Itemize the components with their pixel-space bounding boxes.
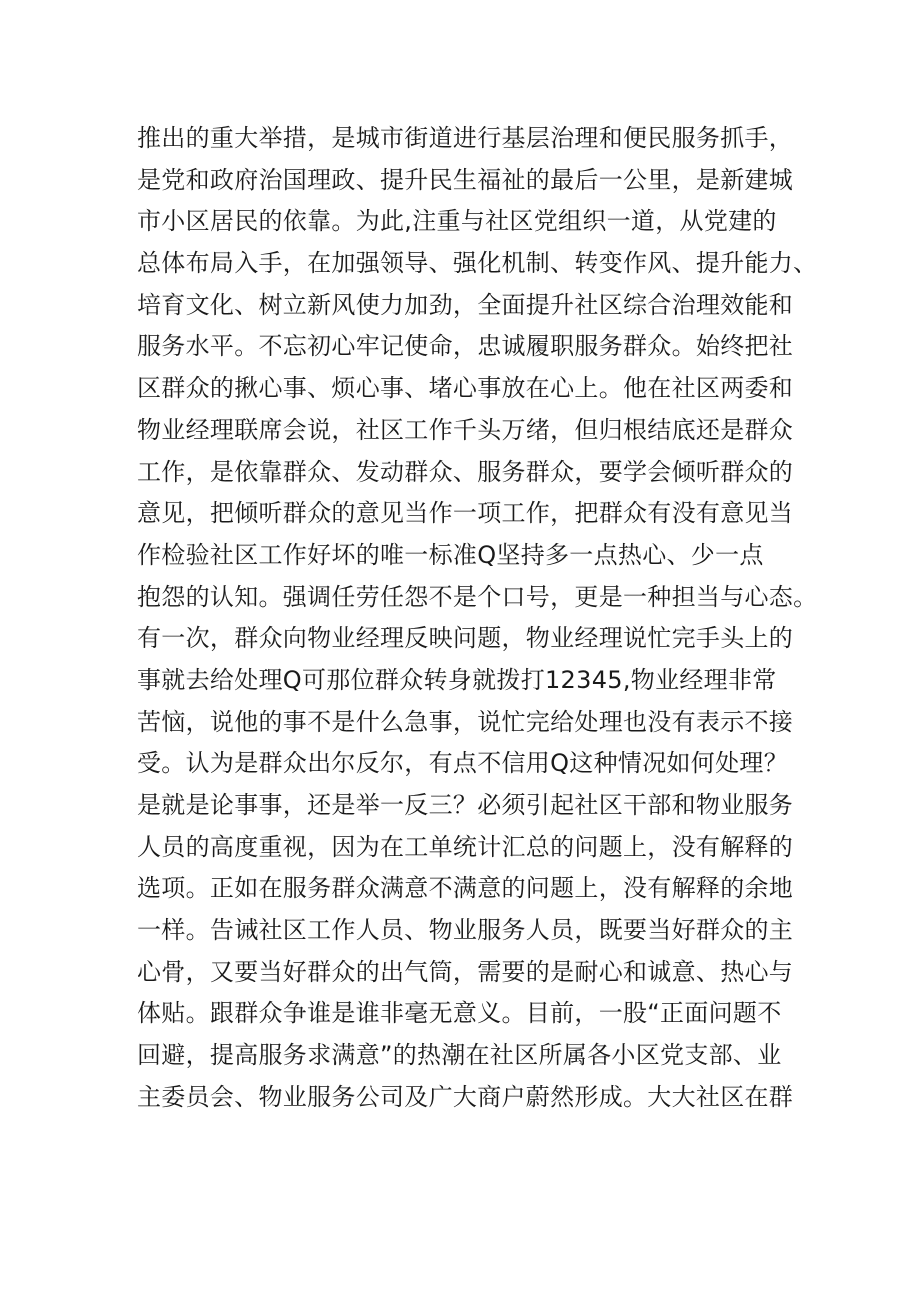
text-line: 意见，把倾听群众的意见当作一项工作，把群众有没有意见当 [137,499,794,528]
text-line: 选项。正如在服务群众满意不满意的问题上，没有解释的余地 [137,874,794,903]
text-line: 区群众的揪心事、烦心事、堵心事放在心上。他在社区两委和 [137,374,794,403]
text-line: 抱怨的认知。强调任劳任怨不是个口号，更是一种担当与心态。 [137,582,818,611]
text-line: 工作，是依靠群众、发动群众、服务群众，要学会倾听群众的 [137,457,794,486]
text-line: 事就去给处理Q可那位群众转身就拨打12345,物业经理非常 [137,665,777,694]
text-line: 心骨，又要当好群众的出气筒，需要的是耐心和诚意、热心与 [137,957,794,986]
text-line: 物业经理联席会说，社区工作千头万绪，但归根结底还是群众 [137,415,794,444]
text-line: 是党和政府治国理政、提升民生福祉的最后一公里，是新建城 [137,165,794,194]
text-line: 体贴。跟群众争谁是谁非毫无意义。目前，一股“正面问题不 [137,999,782,1028]
text-line: 人员的高度重视，因为在工单统计汇总的问题上，没有解释的 [137,832,794,861]
text-line: 总体布局入手，在加强领导、强化机制、转变作风、提升能力、 [137,249,818,278]
text-line: 苦恼，说他的事不是什么急事，说忙完给处理也没有表示不接 [137,707,794,736]
text-line: 受。认为是群众出尔反尔，有点不信用Q这种情况如何处理？ [137,749,788,778]
text-line: 作检验社区工作好坏的唯一标准Q坚持多一点热心、少一点 [137,540,764,569]
text-line: 推出的重大举措，是城市街道进行基层治理和便民服务抓手， [137,124,794,152]
text-line: 有一次，群众向物业经理反映问题，物业经理说忙完手头上的 [137,624,794,653]
text-line: 服务水平。不忘初心牢记使命，忠诚履职服务群众。始终把社 [137,332,794,361]
text-line: 一样。告诫社区工作人员、物业服务人员，既要当好群众的主 [137,916,794,945]
text-line: 回避，提高服务求满意”的热潮在社区所属各小区党支部、业 [137,1041,782,1070]
text-line: 培育文化、树立新风使力加劲，全面提升社区综合治理效能和 [137,290,794,319]
text-line: 市小区居民的依靠。为此,注重与社区党组织一道，从党建的 [137,207,777,236]
text-line: 主委员会、物业服务公司及广大商户蔚然形成。大大社区在群 [137,1082,794,1111]
text-line: 是就是论事事，还是举一反三？必须引起社区干部和物业服务 [137,791,794,819]
body-text [137,118,817,1119]
